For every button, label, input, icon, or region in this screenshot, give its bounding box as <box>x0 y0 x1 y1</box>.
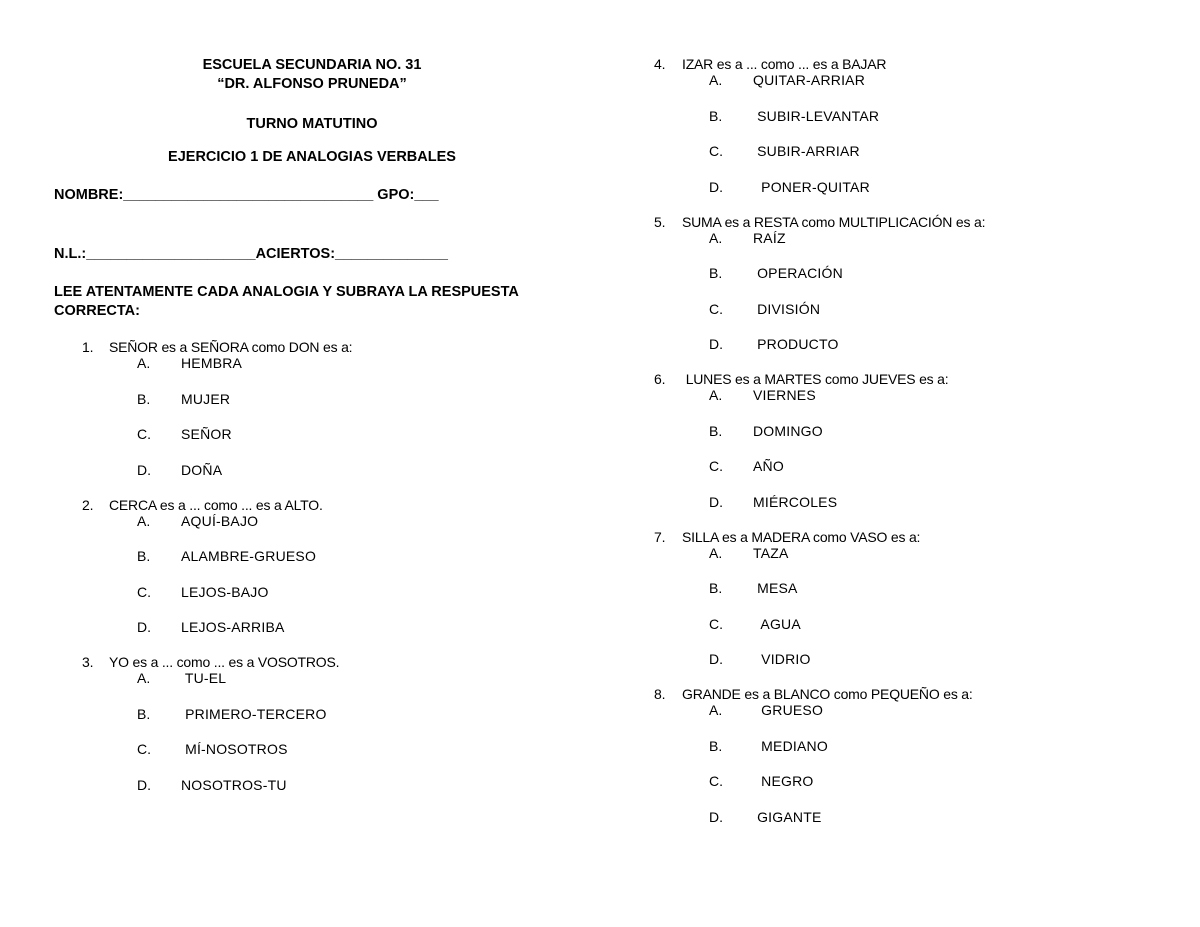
list-number-score-field: N.L.:_____________________ACIERTOS:______________ <box>54 246 448 262</box>
answer-option-b[interactable] <box>54 391 574 408</box>
question-stem <box>654 56 1174 72</box>
question-text: IZAR es a ... como ... es a BAJAR <box>682 56 887 72</box>
answer-option-d[interactable] <box>54 777 574 794</box>
question-stem <box>654 371 1174 387</box>
answer-option-c[interactable] <box>654 616 1174 633</box>
option-text: MUJER <box>181 390 231 407</box>
option-text: MIÉRCOLES <box>753 493 838 510</box>
option-letter: A. <box>709 544 723 561</box>
answer-option-d[interactable] <box>654 179 1174 196</box>
answer-option-b[interactable] <box>654 423 1174 440</box>
question-4 <box>654 56 1174 196</box>
option-letter: D. <box>709 808 723 825</box>
option-text: GRUESO <box>753 702 824 718</box>
option-text: OPERACIÓN <box>753 265 843 281</box>
option-letter: C. <box>709 143 723 159</box>
question-list-left <box>54 339 574 794</box>
option-text: TAZA <box>753 544 789 561</box>
option-text: AQUÍ-BAJO <box>181 512 259 529</box>
option-text: ALAMBRE-GRUESO <box>181 548 317 564</box>
answer-option-a[interactable] <box>54 355 574 372</box>
option-letter: B. <box>709 737 723 754</box>
question-1 <box>54 339 574 479</box>
shift-title: TURNO MATUTINO <box>246 116 378 132</box>
option-letter: A. <box>137 670 151 686</box>
option-text: HEMBRA <box>181 355 243 371</box>
option-text: LEJOS-ARRIBA <box>181 619 285 635</box>
question-stem <box>54 654 574 670</box>
option-letter: D. <box>709 493 723 510</box>
answer-option-a[interactable] <box>654 72 1174 89</box>
option-letter: B. <box>137 390 151 407</box>
question-text: LUNES es a MARTES como JUEVES es a: <box>682 371 949 387</box>
question-2 <box>54 497 574 637</box>
question-stem <box>654 686 1174 702</box>
option-letter: A. <box>709 387 723 403</box>
option-letter: C. <box>709 773 723 789</box>
answer-option-c[interactable] <box>54 584 574 601</box>
answer-option-a[interactable] <box>654 387 1174 404</box>
option-text: PRIMERO-TERCERO <box>181 705 327 722</box>
option-text: GIGANTE <box>753 808 822 825</box>
question-stem <box>54 339 574 355</box>
option-letter: B. <box>709 580 723 596</box>
question-number: 4. <box>654 56 666 72</box>
question-text: YO es a ... como ... es a VOSOTROS. <box>109 654 340 670</box>
option-letter: C. <box>137 426 151 442</box>
answer-option-d[interactable] <box>654 336 1174 353</box>
name-group-field: NOMBRE:_______________________________ GPO:___ <box>54 187 439 203</box>
question-number: 5. <box>654 213 666 230</box>
option-letter: B. <box>137 705 151 722</box>
option-text: DIVISIÓN <box>753 300 821 317</box>
answer-option-c[interactable] <box>654 773 1174 790</box>
option-letter: D. <box>709 651 723 667</box>
question-5 <box>654 214 1174 354</box>
question-text: SUMA es a RESTA como MULTIPLICACIÓN es a: <box>682 213 986 230</box>
question-number: 7. <box>654 528 666 545</box>
option-letter: A. <box>709 702 723 718</box>
question-number: 6. <box>654 371 666 387</box>
option-text: PRODUCTO <box>753 336 839 352</box>
option-text: MEDIANO <box>753 737 828 754</box>
answer-option-d[interactable] <box>654 651 1174 668</box>
option-text: SEÑOR <box>181 426 232 442</box>
question-stem <box>654 529 1174 545</box>
option-letter: A. <box>137 355 151 371</box>
option-text: VIERNES <box>753 387 816 403</box>
answer-option-a[interactable] <box>54 513 574 530</box>
option-letter: C. <box>709 300 723 317</box>
option-text: AÑO <box>753 458 784 474</box>
question-text: CERCA es a ... como ... es a ALTO. <box>109 496 323 513</box>
right-column <box>654 56 1174 826</box>
question-text: GRANDE es a BLANCO como PEQUEÑO es a: <box>682 686 973 702</box>
answer-option-a[interactable] <box>54 670 574 687</box>
question-list-right <box>654 56 1174 826</box>
answer-option-b[interactable] <box>54 548 574 565</box>
option-letter: D. <box>137 776 151 793</box>
answer-option-c[interactable] <box>654 143 1174 160</box>
school-name: “DR. ALFONSO PRUNEDA” <box>217 76 407 92</box>
option-text: DOÑA <box>181 461 223 478</box>
answer-option-b[interactable] <box>654 738 1174 755</box>
question-7 <box>654 529 1174 669</box>
option-text: NOSOTROS-TU <box>181 776 287 793</box>
answer-option-d[interactable] <box>654 809 1174 826</box>
instructions: LEE ATENTAMENTE CADA ANALOGIA Y SUBRAYA LA RESPUESTA CORRECTA: <box>54 284 519 319</box>
question-number: 8. <box>654 686 666 702</box>
exercise-title: EJERCICIO 1 DE ANALOGIAS VERBALES <box>168 149 456 165</box>
answer-option-c[interactable] <box>54 741 574 758</box>
option-text: TU-EL <box>181 670 227 686</box>
answer-option-a[interactable] <box>654 702 1174 719</box>
option-letter: D. <box>709 336 723 352</box>
answer-option-d[interactable] <box>54 462 574 479</box>
answer-option-d[interactable] <box>54 619 574 636</box>
option-letter: A. <box>709 229 723 246</box>
answer-option-b[interactable] <box>654 580 1174 597</box>
option-letter: A. <box>137 512 151 529</box>
answer-option-d[interactable] <box>654 494 1174 511</box>
answer-option-a[interactable] <box>654 230 1174 247</box>
option-letter: D. <box>137 619 151 635</box>
answer-option-a[interactable] <box>654 545 1174 562</box>
option-text: SUBIR-LEVANTAR <box>753 107 880 124</box>
question-stem <box>54 497 574 513</box>
answer-option-c[interactable] <box>654 458 1174 475</box>
option-letter: C. <box>709 458 723 474</box>
option-letter: C. <box>137 741 151 757</box>
answer-option-b[interactable] <box>654 265 1174 282</box>
option-text: LEJOS-BAJO <box>181 583 269 600</box>
answer-option-b[interactable] <box>654 108 1174 125</box>
option-text: PONER-QUITAR <box>753 178 870 195</box>
option-text: VIDRIO <box>753 651 811 667</box>
question-number: 2. <box>82 496 94 513</box>
answer-option-c[interactable] <box>54 426 574 443</box>
option-letter: C. <box>709 615 723 632</box>
option-letter: A. <box>709 72 723 88</box>
option-letter: B. <box>137 548 151 564</box>
question-number: 3. <box>82 654 94 670</box>
option-text: SUBIR-ARRIAR <box>753 143 860 159</box>
school-title: ESCUELA SECUNDARIA NO. 31 <box>202 57 422 73</box>
option-letter: C. <box>137 583 151 600</box>
option-text: DOMINGO <box>753 422 823 439</box>
option-text: AGUA <box>753 615 801 632</box>
question-text: SILLA es a MADERA como VASO es a: <box>682 528 921 545</box>
answer-option-b[interactable] <box>54 706 574 723</box>
option-letter: B. <box>709 422 723 439</box>
option-text: RAÍZ <box>753 229 786 246</box>
question-8 <box>654 686 1174 826</box>
option-letter: B. <box>709 107 723 124</box>
option-text: MESA <box>753 580 798 596</box>
option-letter: D. <box>137 461 151 478</box>
left-column <box>54 56 574 794</box>
option-letter: B. <box>709 265 723 281</box>
answer-option-c[interactable] <box>654 301 1174 318</box>
option-text: QUITAR-ARRIAR <box>753 72 866 88</box>
question-6 <box>654 371 1174 511</box>
question-number: 1. <box>82 339 94 355</box>
question-stem <box>654 214 1174 230</box>
question-text: SEÑOR es a SEÑORA como DON es a: <box>109 339 353 355</box>
option-letter: D. <box>709 178 723 195</box>
question-3 <box>54 654 574 794</box>
option-text: MÍ-NOSOTROS <box>181 741 288 757</box>
option-text: NEGRO <box>753 773 814 789</box>
